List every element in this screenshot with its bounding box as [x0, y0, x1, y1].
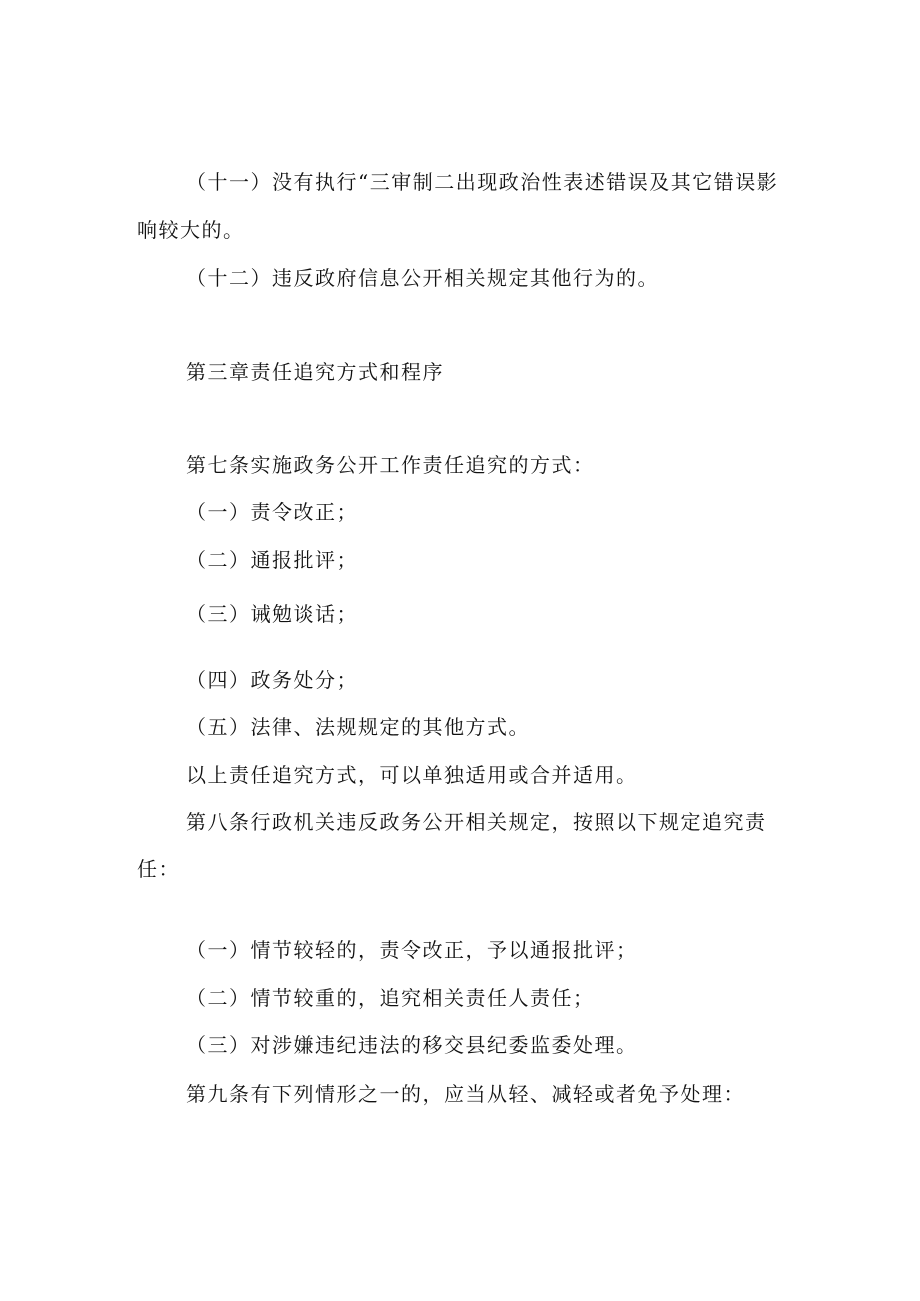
article-7-note: 以上责任追究方式，可以单独适用或合并适用。	[186, 763, 638, 787]
article-8-item-1: （一）情节较轻的，责令改正，予以通报批评；	[186, 938, 638, 962]
clause-11-line-1: （十一）没有执行“三审制二出现政治性表述错误及其它错误影	[186, 170, 779, 194]
clause-11-line-2: 响较大的。	[137, 218, 245, 242]
article-7-item-2: （二）通报批评；	[186, 548, 358, 572]
article-9: 第九条有下列情形之一的，应当从轻、减轻或者免予处理：	[186, 1082, 745, 1106]
article-7-item-3: （三）诫勉谈话；	[186, 602, 358, 626]
article-8-line-2: 任：	[137, 857, 180, 881]
article-7: 第七条实施政务公开工作责任追究的方式：	[186, 453, 595, 477]
article-8-line-1: 第八条行政机关违反政务公开相关规定，按照以下规定追究责	[186, 810, 767, 834]
clause-12: （十二）违反政府信息公开相关规定其他行为的。	[186, 266, 659, 290]
chapter-3-heading: 第三章责任追究方式和程序	[186, 360, 444, 384]
article-8-item-2: （二）情节较重的，追究相关责任人责任；	[186, 986, 595, 1010]
article-7-item-5: （五）法律、法规规定的其他方式。	[186, 715, 530, 739]
article-7-item-1: （一）责令改正；	[186, 500, 358, 524]
article-7-item-4: （四）政务处分；	[186, 668, 358, 692]
article-8-item-3: （三）对涉嫌违纪违法的移交县纪委监委处理。	[186, 1033, 638, 1057]
